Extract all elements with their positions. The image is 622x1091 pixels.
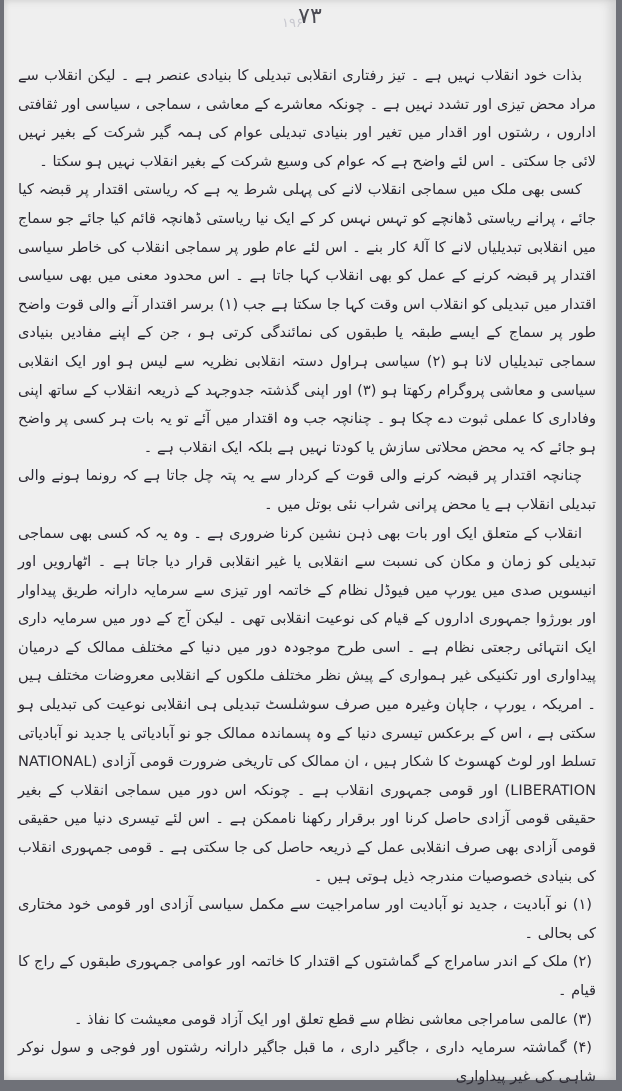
list-item-1: (۱) نو آبادیت ، جدید نو آبادیت اور سامراجیت سے مکمل سیاسی آزادی اور قومی خود مختاری کی بحالی ۔ (18, 896, 596, 942)
list-item-4: (۴) گماشتہ سرمایہ داری ، جاگیر داری ، ما قبل جاگیر دارانہ رشتوں اور فوجی و سول نوکر شاہی کی غیر پیداواری (18, 1039, 596, 1085)
paragraph-4: انقلاب کے متعلق ایک اور بات بھی ذہن نشین کرنا ضروری ہے ۔ وہ یہ کہ کسی بھی سماجی تبدیلی کو زمان و مکان کی نسبت سے انقلابی یا غیر انقلابی قرار دیا جاتا ہے ۔ اٹھارویں اور انیسویں صدی میں یورپ میں فیوڈل نظام کے خاتمہ اور تیزی سے سرمایہ دارانہ طریق پیداوار اور بورژوا جمہوری اداروں کے قیام کی نوعیت انقلابی تھی ۔ لیکن آج کے دور میں سرمایہ داری ایک انتہائی رجعتی نظام ہے ۔ اسی طرح موجودہ دور میں دنیا کے مختلف ممالک کے درمیان پیداواری اور تکنیکی غیر ہمواری کے پیش نظر مختلف ملکوں کے انقلابی معروضات مختلف ہیں ۔ امریکہ ، یورپ ، جاپان وغیرہ میں صرف سوشلسٹ تبدیلی ہی انقلابی نوعیت کی تبدیلی ہو سکتی ہے ، اس کے برعکس تیسری دنیا کے وہ پسماندہ ممالک جو نو آبادیاتی یا جدید نو آبادیاتی تسلط اور لوٹ کھسوٹ کا شکار ہیں ، ان ممالک کی تاریخی ضرورت قومی آزادی (NATIONAL LIBERATION) اور قومی جمہوری انقلاب ہے ۔ چونکہ اس دور میں سماجی انقلاب کے بغیر حقیقی قومی آزادی حاصل کرنا اور برقرار رکھنا ناممکن ہے ۔ اس لئے تیسری دنیا میں حقیقی قومی آزادی بھی صرف انقلابی عمل کے ذریعہ حاصل کی جا سکتی ہے ۔ قومی جمہوری انقلاب کی بنیادی خصوصیات مندرجہ ذیل ہوتی ہیں ۔ (18, 524, 596, 885)
faint-stamp: ۱۹۶ (282, 16, 303, 31)
book-page (4, 0, 616, 1085)
list-item-2: (۲) ملک کے اندر سامراج کے گماشتوں کے اقتدار کا خاتمہ اور عوامی جمہوری طبقوں کے راج کا قیام ۔ (18, 953, 596, 999)
page-body-text (18, 62, 596, 1091)
paragraph-1: بذات خود انقلاب نہیں ہے ۔ تیز رفتاری انقلابی تبدیلی کا بنیادی عنصر ہے ۔ لیکن انقلاب سے مراد محض تیزی اور تشدد نہیں ہے ۔ چونکہ معاشرے کے معاشی ، سماجی ، سیاسی اور ثقافتی اداروں ، رشتوں اور اقدار میں تغیر اور بنیادی تبدیلی عوام کی ہمہ گیر شرکت کے بغیر نہیں لائی جا سکتی ۔ اس لئے واضح ہے کہ عوام کی وسیع شرکت کے بغیر انقلاب نہیں ہو سکتا ۔ (18, 67, 596, 170)
paragraph-2: کسی بھی ملک میں سماجی انقلاب لانے کی پہلی شرط یہ ہے کہ ریاستی اقتدار پر قبضہ کیا جائے ، پرانے ریاستی ڈھانچے کو تہس نہس کر کے ایک نیا ریاستی ڈھانچہ قائم کیا جائے جو سماج میں انقلابی تبدیلیاں لانے کا آلۂ کار بنے ۔ اس لئے عام طور پر سماجی انقلاب کی خاطر سیاسی اقتدار پر قبضہ کرنے کے عمل کو بھی انقلاب کہا جاتا ہے ۔ اس محدود معنی میں بھی سیاسی اقتدار میں تبدیلی کو انقلاب اس وقت کہا جا سکتا ہے جب (۱) برسر اقتدار آنے والی قوت واضح طور پر سماج کے ایسے طبقہ یا طبقوں کی نمائندگی کرتی ہو ، جن کے اپنے مفادیں بنیادی سماجی تبدیلیاں لانا ہو (۲) سیاسی ہراول دستہ انقلابی نظریہ سے لیس ہو اور ایک انقلابی سیاسی و معاشی پروگرام رکھتا ہو (۳) اور اپنی گذشتہ جدوجہد کے ذریعہ انقلاب کے ساتھ اپنی وفاداری کا عملی ثبوت دے چکا ہو ۔ چنانچہ جب وہ اقتدار میں آئے تو یہ بات ہر کسی پر واضح ہو جائے کہ یہ محض محلاتی سازش یا کودتا نہیں ہے بلکہ ایک انقلاب ہے ۔ (18, 181, 597, 456)
page-number: ۷۳ (298, 4, 322, 29)
paragraph-3: چنانچہ اقتدار پر قبضہ کرنے والی قوت کے کردار سے یہ پتہ چل جاتا ہے کہ رونما ہونے والی تبدیلی انقلاب ہے یا محض پرانی شراب نئی بوتل میں ۔ (18, 467, 596, 513)
list-item-3: (۳) عالمی سامراجی معاشی نظام سے قطع تعلق اور ایک آزاد قومی معیشت کا نفاذ ۔ (73, 1010, 592, 1028)
